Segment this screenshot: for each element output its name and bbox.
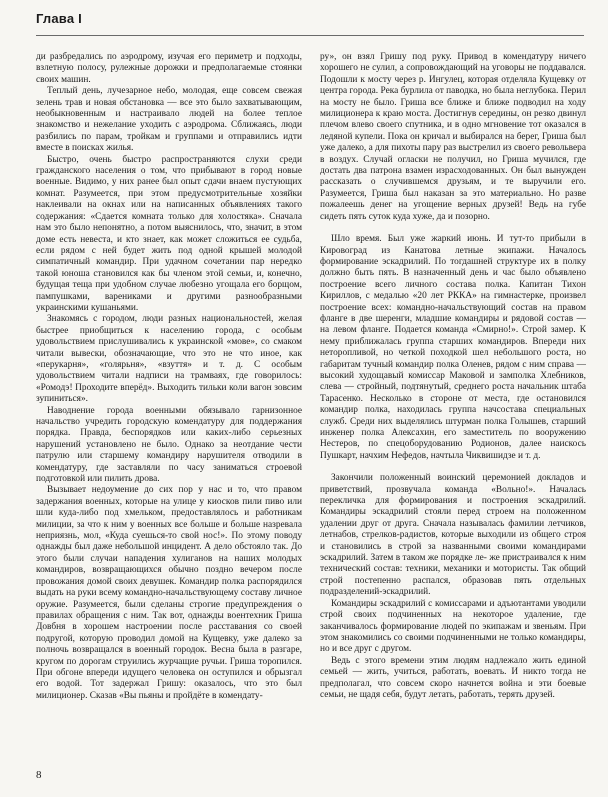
chapter-title: Глава I [36, 11, 82, 26]
paragraph: Шло время. Был уже жаркий июнь. И тут-то прибыли в Кировоград из Канатова летные экипажи. Началось формирование эскадрилий. По тогдашней структуре их в полку должно быть пять. В назначенный день и час было объявлено построение всего личного состава полка. Капитан Тихон Кириллов, с медалью «20 лет РККА» на гимнастерке, произвел построение всех: командно-начальствующий состав на правом фланге в две шеренги, младшие командиры и рядовой состав — на левом фланге. Подается команда «Смирно!». Строй замер. К нему приближалась группа старших командиров. Впереди них неторопливой, но четкой походкой шел небольшого роста, но габаритам тучный командир полка Оленев, рядом с ним справа — высокий худощавый комиссар Маковой и замполка Хлебников, слева — стройный, подтянутый, среднего роста начальник штаба Тарасенко. Несколько в стороне от места, где остановился командир полка, находилась группа начсостава специальных служб. Среди них выделялись штурман полка Голышев, старший инженер полка Алексахин, его заместитель по вооружению Нестеров, по спецоборудованию Родионов, далее наискось Пушкарт, начхим Нефедов, начтыла Чиквишидзе и т. д. [320, 234, 586, 461]
text-columns [36, 52, 586, 758]
paragraph: Командиры эскадрилий с комиссарами и адъютантами уводили строй своих подчиненных на некоторое удаление, где заканчивалось формирование людей по экипажам и звеньям. При этом знакомились со своими подчиненными не только командиры, но и все друг с другом. [320, 598, 586, 655]
paragraph: ди разбредались по аэродрому, изучая его периметр и подходы, взлетную полосу, рулежные дорожки и предполагаемые стоянки своих машин. [36, 52, 302, 85]
paragraph: ру», он взял Гришу под руку. Привод в комендатуру ничего хорошего не сулил, а сопровождающий на уговоры не поддавался. Подошли к мосту через р. Ингулец, которая отделяла Кущевку от центра города. Река бурлила от паводка, но была неглубока. Перил на мосту не было. Гриша все ближе и ближе подводил на ходу милиционера к краю моста. Достигнув середины, он резко двинул плечом влево своего спутника, и в одно мгновение тот оказался в ледяной купели. Пока он кричал и выбирался на берег, Гриша был уже далеко, а для пихоты пару раз выстрелил из своего револьвера в воздух. Случай огласки не получил, но Гриша мучился, где достать два патрона взамен израсходованных. Он был вынужден рассказать о случившемся друзьям, и те выручили его. Разумеется, Гриша был наказан за это материально. Но разве пожалеешь денег на угощение верных друзей! Ведь на губе сидеть пять суток куда хуже, да и позорно. [320, 52, 586, 222]
paragraph: Быстро, очень быстро распространяются слухи среди гражданского населения о том, что прибывают в город новые военные. Видимо, у них ранее был опыт сдачи внаем пустующих комнат. Разумеется, при этом предусмотрительные хозяйки наклеивали на окнах или на написанных объявлениях такого содержания: «Сдается комната только для холостяка». Сначала нам это было непонятно, а потом выяснилось, что, значит, в этом доме есть невеста, и кто знает, как может сложиться ее судьба, если рядом с ней будет жить под одной крышей молодой симпатичный командир. При удачном сочетании пар нередко такой юноша становился как бы членом этой семьи, и, конечно, будущая теща при удобном случае любезно угощала его борщом, пампушками, варениками и другими разнообразными украинскими кушаньями. [36, 154, 302, 313]
page-header [36, 9, 584, 35]
paragraph: Теплый день, лучезарное небо, молодая, еще совсем свежая зелень трав и новая обстановка — все это было захватывающим, необыкновенным и настраивало людей на более теплое знакомство и нежелание уходить с аэродрома. Сближаясь, люди разбились по парам, тройкам и группами и отправились идти вместе в поисках жилья. [36, 86, 302, 154]
right-column [320, 52, 586, 758]
left-column [36, 52, 302, 758]
header-rule [36, 35, 584, 36]
paragraph: Ведь с этого времени этим людям надлежало жить единой семьей — жить, учиться, работать, воевать. И никто тогда не предполагал, что совсем скоро начнется война и эти боевые семьи, не щадя себя, будут летать, работать, терять друзей. [320, 655, 586, 700]
paragraph: Вызывает недоумение до сих пор у нас и то, что правом задержания военных, которые на улице у киосков пили пиво или шли куда-либо под хмельком, предоставлялось и работникам милиции, за что к ним у военных все больше и больше назревала неприязнь, мол, «Куда суешься-то свой нос!». По этому поводу однажды был даже небольшой инцидент. А дело обстояло так. До этого были случаи нападения хулиганов на наших молодых командиров, возвращающихся обычно поздно вечером после провожания домой своих девушек. Командир полка распорядился выдать на руки всему командно-начальствующему составу личное оружие. Разумеется, были сделаны строгие предупреждения о правилах обращения с ним. Так вот, однажды воентехник Гриша Довбня в хорошем настроении после расставания со своей подругой, которую проводил домой на Кущевку, уже далеко за полночь возвращался в военный городок. Весна была в разгаре, кругом по дорогам струились журчащие ручьи. Гриша торопился. При обгоне впереди идущего человека он оступился и обрызгал его водой. Тот задержал Гришу: оказалось, что это был милиционер. Сказав «Вы пьяны и пройдёте в комендату- [36, 485, 302, 701]
page-number: 8 [36, 769, 42, 781]
paragraph: Закончили положенный воинский церемонией докладов и приветствий, прозвучала команда «Вольно!». Началась перекличка для формирования и построения эскадрилий. Командиры эскадрилий стояли перед строем на положенном удалении друг от друга. Сначала называлась фамилии летчиков, летнабов, стрелков-радистов, которые выходили из общего строя и становились в строй за названными своими командирами эскадрилий. Затем в таком же порядке ле- же пристраивался к ним технический состав: техники, механики и мотористы. Так общий строй постепенно распался, образовав пять отдельных подразделений-эскадрилий. [320, 473, 586, 598]
paragraph: Наводнение города военными обязывало гарнизонное начальство учредить городскую комендатуру для поддержания порядка. Правда, беспорядков или каких-либо серьезных нарушений установлено не было. Однако за неотдание чести патрулю или старшему командиру нарушителя отводили в комендатуру, где заставляли по часу заниматься строевой подготовкой или пилить дрова. [36, 405, 302, 485]
paragraph: Знакомясь с городом, люди разных национальностей, желая быстрее приобщиться к населению города, с особым удовольствием прислушивались к украинской «мове», со смаком читали вывески, обозначающие, что это не что иное, как «перукарня», «голярьня», «взуття» и т. д. С особым удовольствием читали надписи на трамваях, где говорилось: «Ромодэ! Проходите вперёд». Выходить тильки коли вагон зовсим зупиниться». [36, 314, 302, 405]
